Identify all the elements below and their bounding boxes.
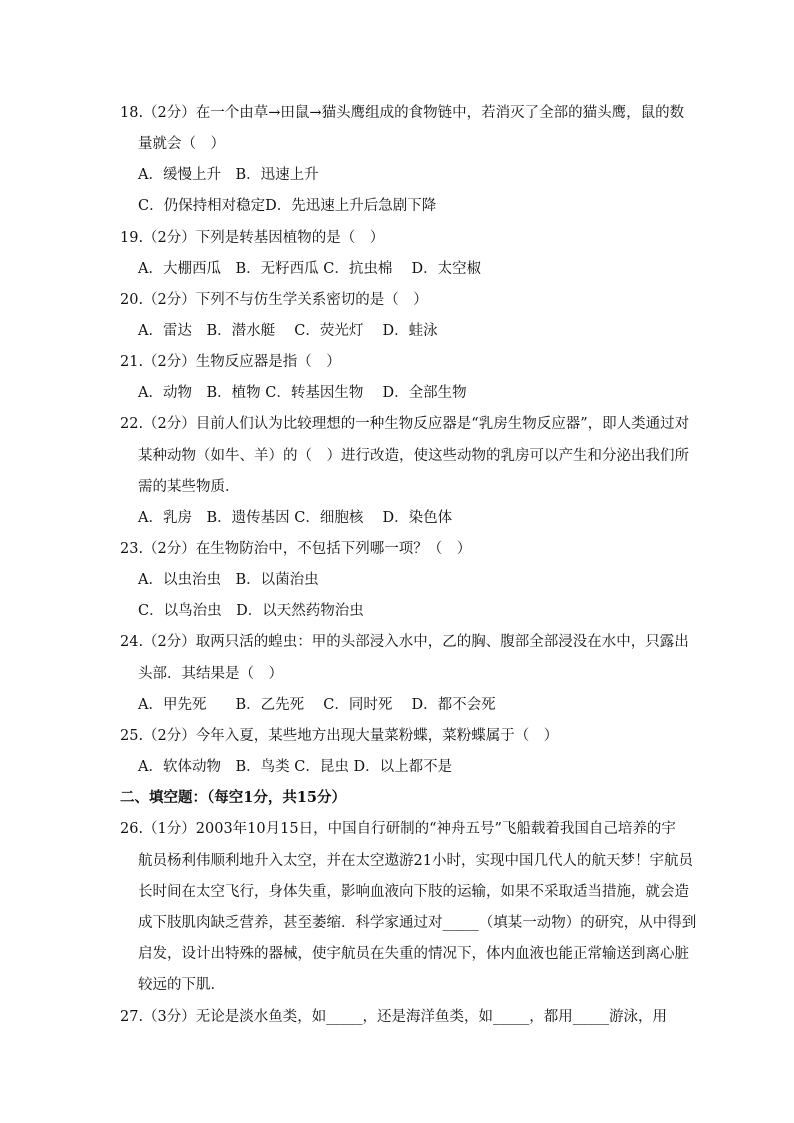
question-23-options-1: A．以虫治虫 B．以菌治虫 [138,572,319,588]
question-26-line-5: 启发，设计出特殊的器械，使宇航员在失重的情况下，体内血液也能正常输送到离心脏 [138,946,689,962]
question-20-options: A．雷达 B．潜水艇 C．荧光灯 D．蛙泳 [138,323,438,339]
section-title-fill-in: 二、填空题：（每空1分，共15分） [120,789,347,806]
question-18-line-1: 18.（2分）在一个由草→田鼠→猫头鹰组成的食物链中，若消灭了全部的猫头鹰，鼠的数 [120,105,685,121]
question-26-line-3: 长时间在太空飞行，身体失重，影响血液向下肢的运输，如果不采取适当措施，就会造 [138,884,689,900]
question-21-line-1: 21.（2分）生物反应器是指（ ） [120,354,341,370]
question-26-line-2: 航员杨利伟顺利地升入太空，并在太空遨游21小时，实现中国几代人的航天梦！宇航员 [138,853,693,869]
question-22-line-2: 某种动物（如牛、羊）的（ ）进行改造，使这些动物的乳房可以产生和分泌出我们所 [138,448,689,464]
question-19-options: A．大棚西瓜 B．无籽西瓜 C．抗虫棉 D．太空椒 [138,261,482,277]
question-20-line-1: 20.（2分）下列不与仿生学关系密切的是（ ） [120,292,428,308]
question-24-options: A．甲先死 B．乙先死 C．同时死 D．都不会死 [138,697,496,713]
question-25-line-1: 25.（2分）今年入夏，某些地方出现大量菜粉蝶，菜粉蝶属于（ ） [120,728,559,744]
question-24-line-2: 头部．其结果是（ ） [138,666,283,682]
question-22-line-3: 需的某些物质． [138,479,240,495]
question-23-options-2: C．以鸟治虫 D．以天然药物治虫 [138,603,364,619]
question-25-options: A．软体动物 B．鸟类 C．昆虫 D．以上都不是 [138,759,453,775]
question-26-line-1: 26.（1分）2003年10月15日，中国自行研制的“神舟五号”飞船载着我国自己培养的宇 [120,821,676,837]
question-19-line-1: 19.（2分）下列是转基因植物的是（ ） [120,230,385,246]
question-21-options: A．动物 B．植物 C．转基因生物 D．全部生物 [138,385,467,401]
question-18-options-1: A．缓慢上升 B．迅速上升 [138,167,319,183]
question-23-line-1: 23.（2分）在生物防治中，不包括下列哪一项？（ ） [120,541,472,557]
question-26-line-6: 较远的下肌． [138,977,225,993]
question-24-line-1: 24.（2分）取两只活的蝗虫：甲的头部浸入水中，乙的胸、腹部全部浸没在水中，只露出 [120,634,689,650]
question-26-line-4: 成下肢肌肉缺乏营养，甚至萎缩．科学家通过对_____（填某一动物）的研究，从中得到 [138,915,697,931]
question-22-options: A．乳房 B．遗传基因 C．细胞核 D．染色体 [138,510,453,526]
question-22-line-1: 22.（2分）目前人们认为比较理想的一种生物反应器是“乳房生物反应器”，即人类通过对 [120,416,690,432]
question-27-line-1: 27.（3分）无论是淡水鱼类，如_____，还是海洋鱼类，如_____，都用_____游泳，用 [120,1009,668,1025]
question-18-options-2: C．仍保持相对稳定D．先迅速上升后急剧下降 [138,198,437,214]
question-18-line-2: 量就会（ ） [138,136,225,152]
